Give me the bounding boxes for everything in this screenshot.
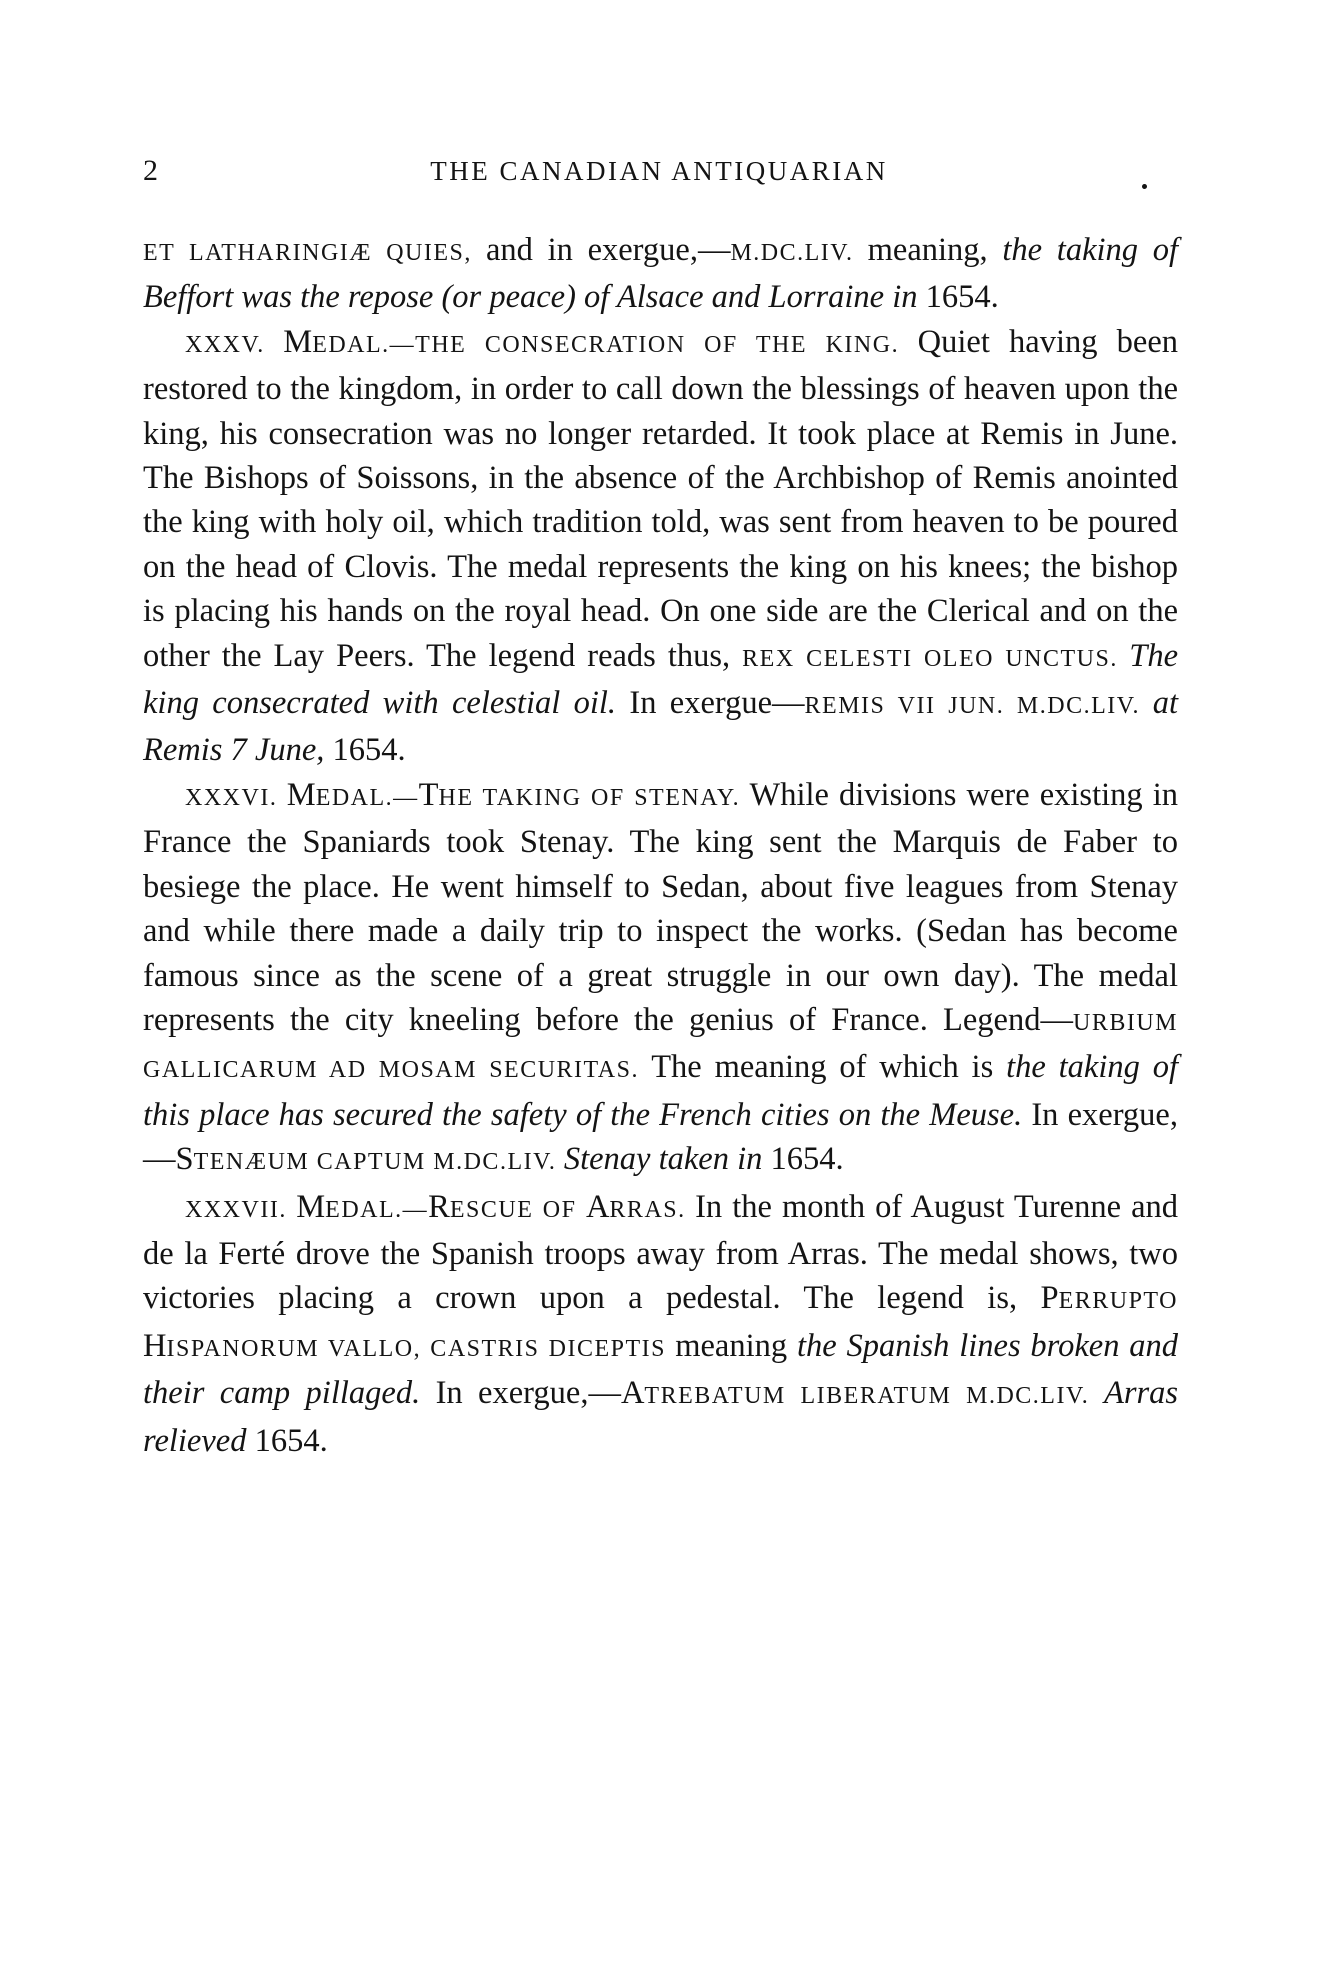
- text-run-normal: 1654.: [332, 732, 406, 769]
- text-run-italic: the taking of this place has secured the safety of the French cities on the Meuse.: [143, 1049, 1178, 1133]
- text-run-sc: RRAS.: [609, 1196, 696, 1223]
- text-run-italic: The king consecrated with celestial oil.: [143, 637, 1178, 722]
- text-run-sc: ET LATHARINGIÆ QUIES,: [143, 240, 486, 266]
- paragraph-medal-xxxvii: [143, 1185, 1178, 1463]
- text-run-normal: A: [585, 1188, 610, 1225]
- text-run-sc: M.DC.LIV.: [730, 240, 868, 266]
- text-run-normal: In exergue,—S: [143, 1096, 1178, 1178]
- text-run-sc: REX CELESTI OLEO UNCTUS.: [742, 645, 1130, 672]
- text-run-sc: EDAL.—: [325, 1196, 429, 1223]
- text-run-sc: TREBATUM LIBERATUM M.DC.LIV.: [644, 1383, 1104, 1410]
- text-run-sc: TENÆUM CAPTUM M.DC.LIV.: [193, 1149, 564, 1176]
- text-run-sc: EDAL.—: [315, 784, 419, 811]
- text-run-normal: The meaning of which is: [651, 1049, 1007, 1086]
- text-run-normal: and in exergue,—: [485, 232, 731, 268]
- running-head: THE CANADIAN ANTIQUARIAN: [430, 156, 888, 186]
- text-run-italic: Arras relieved: [143, 1375, 1179, 1459]
- text-run-normal: In exergue,—A: [435, 1375, 645, 1412]
- text-run-normal: R: [428, 1188, 450, 1225]
- text-run-sc: EDAL.—THE CONSECRATION OF THE KING.: [312, 331, 918, 358]
- text-run-normal: M: [286, 776, 316, 813]
- text-run-normal: In exergue—: [629, 685, 805, 722]
- text-run-italic: the Spanish lines broken and their camp pillaged.: [143, 1327, 1179, 1412]
- text-run-normal: T: [418, 776, 439, 813]
- text-run-normal: meaning: [675, 1327, 797, 1364]
- paragraph-medal-xxxv: [143, 320, 1178, 773]
- text-run-sc: REMIS VII JUN. M.DC.LIV.: [804, 693, 1153, 720]
- page-header: [143, 154, 1175, 194]
- text-run-normal: meaning,: [867, 232, 1003, 268]
- text-run-normal: 1654.: [254, 1422, 328, 1459]
- text-run-italic: the taking of Beffort was the repose (or peace) of Alsace and Lorraine in: [143, 232, 1179, 316]
- text-run-normal: While divisions were existing in France the Spaniards took Stenay. The king sent the Marquis de Faber to besiege the place. He went himself to Sedan, about five leagues from Stenay and while there made a daily trip to inspect the works. (Sedan has become famous since as the scene of a great struggle in our own day). The medal represents the city kneeling before the genius of France. Legend—: [143, 776, 1178, 1038]
- text-run-sc: ESCUE OF: [449, 1196, 586, 1223]
- text-run-sc: XXXVI.: [185, 784, 287, 811]
- text-run-sc: ERRUPTO: [1058, 1288, 1178, 1315]
- text-run-normal: M: [296, 1188, 326, 1225]
- text-run-normal: 1654.: [770, 1141, 844, 1178]
- text-run-normal: In the month of August Turenne and de la Ferté drove the Spanish troops away from Arras. The medal shows, two victories placing a crown upon a pedestal. The legend is, P: [143, 1188, 1179, 1317]
- text-run-sc: XXXVII.: [185, 1196, 297, 1223]
- text-run-italic: at Remis 7 June,: [143, 685, 1178, 769]
- body-text: [143, 228, 1178, 1463]
- paragraph-medal-xxxvi: [143, 773, 1178, 1185]
- paragraph-continuation: [143, 228, 1178, 320]
- text-run-normal: 1654.: [925, 279, 999, 316]
- header-dot: [1142, 184, 1147, 189]
- text-run-sc: URBIUM GALLICARUM AD MOSAM SECURITAS.: [143, 1009, 1178, 1084]
- text-run-sc: HE TAKING OF STENAY.: [438, 784, 750, 811]
- text-run-normal: H: [143, 1327, 167, 1364]
- text-run-italic: Stenay taken in: [563, 1141, 771, 1178]
- text-run-normal: Quiet having been restored to the kingdom, in order to call down the blessings of heaven upon the king, his consecration was no longer retarded. It took place at Remis in June. The Bishops of Soissons, in the absence of the Archbishop of Remis anointed the king with holy oil, which tradition told, was sent from heaven to be poured on the head of Clovis. The medal represents the king on his knees; the bishop is placing his hands on the royal head. On one side are the Clerical and on the other the Lay Peers. The legend reads thus,: [143, 323, 1178, 674]
- text-run-sc: ISPANORUM VALLO, CASTRIS DICEPTIS: [166, 1335, 676, 1362]
- text-run-sc: XXXV.: [185, 331, 284, 358]
- text-run-normal: M: [283, 323, 313, 360]
- page-number: 2: [143, 154, 158, 187]
